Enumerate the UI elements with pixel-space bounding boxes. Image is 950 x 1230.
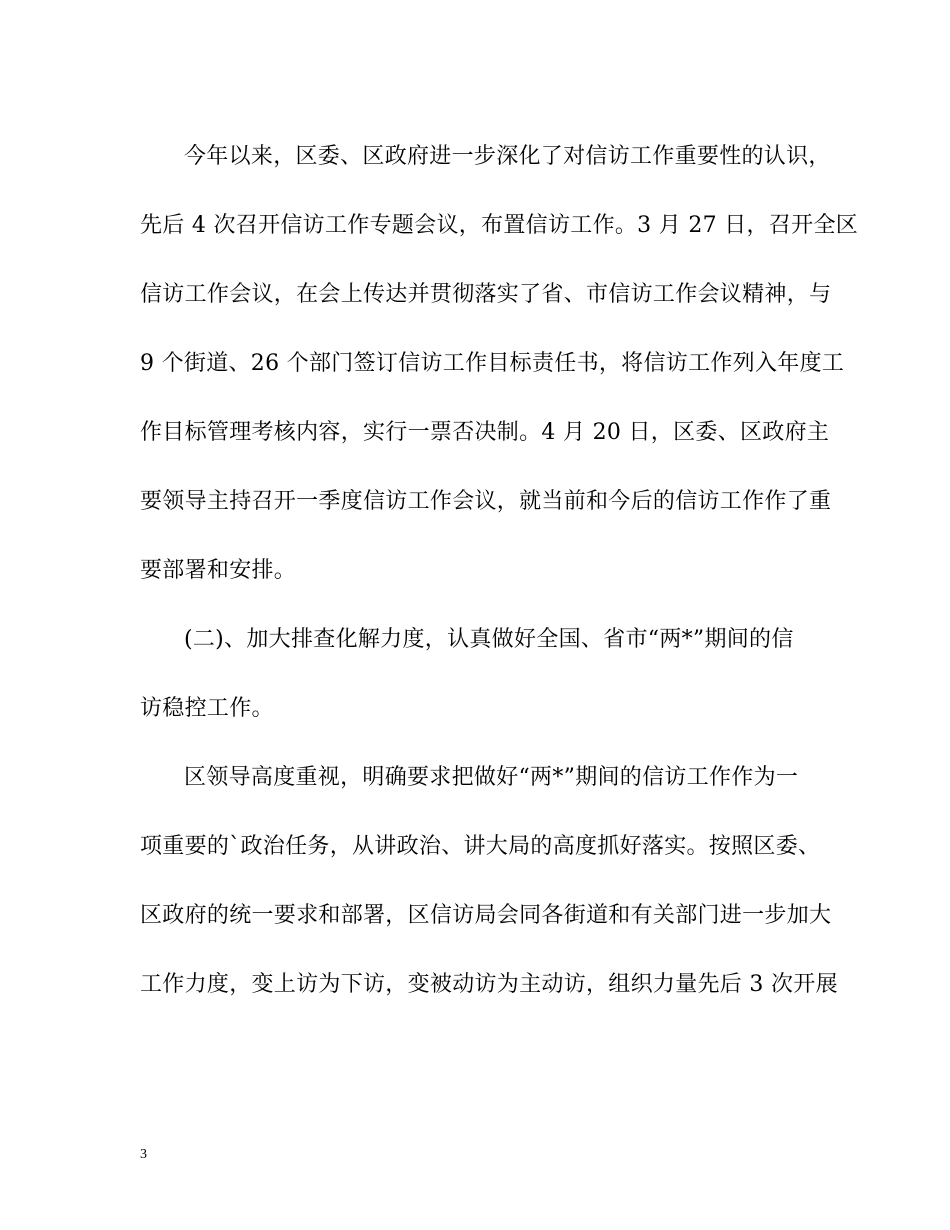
paragraph-1-line-5: 作目标管理考核内容，实行一票否决制。4 月 20 日，区委、区政府主 [140,420,830,445]
paragraph-1-line-1: 今年以来，区委、区政府进一步深化了对信访工作重要性的认识， [184,144,831,169]
paragraph-1-line-7: 要部署和安排。 [140,558,297,583]
paragraph-1-line-2: 先后 4 次召开信访工作专题会议，布置信访工作。3 月 27 日，召开全区 [140,213,859,238]
paragraph-1-line-3: 信访工作会议，在会上传达并贯彻落实了省、市信访工作会议精神，与 [140,282,832,307]
paragraph-2-line-4: 工作力度，变上访为下访，变被动访为主动访，组织力量先后 3 次开展 [140,972,838,997]
paragraph-1-line-6: 要领导主持召开一季度信访工作会议，就当前和今后的信访工作作了重 [140,489,832,514]
section-heading-line-1: (二)、加大排查化解力度，认真做好全国、省市“两*”期间的信 [184,627,794,652]
page-number: 3 [140,1147,147,1162]
paragraph-1-line-4: 9 个街道、26 个部门签订信访工作目标责任书，将信访工作列入年度工 [140,351,845,376]
section-heading-line-2: 访稳控工作。 [140,696,274,721]
paragraph-2-line-1: 区领导高度重视，明确要求把做好“两*”期间的信访工作作为一 [184,765,799,790]
paragraph-2-line-3: 区政府的统一要求和部署，区信访局会同各街道和有关部门进一步加大 [140,903,832,928]
paragraph-2-line-2: 项重要的`政治任务，从讲政治、讲大局的高度抓好落实。按照区委、 [140,834,821,859]
